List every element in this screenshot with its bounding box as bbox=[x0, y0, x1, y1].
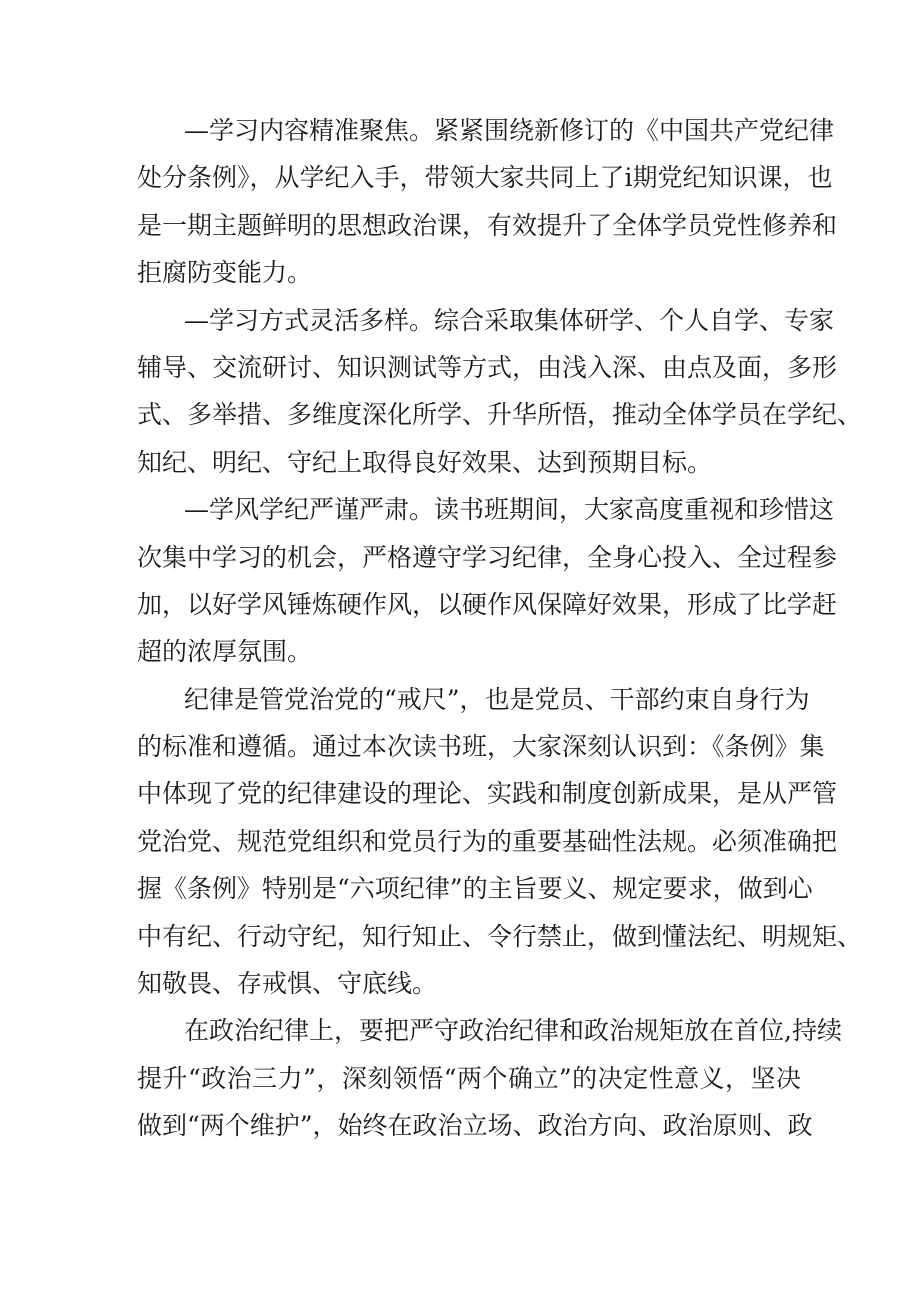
paragraph-2-line-3: 式、多举措、多维度深化所学、升华所悟，推动全体学员在学纪、 bbox=[137, 400, 863, 430]
paragraph-4-line-5: 握《条例》特别是“六项纪律”的主旨要义、规定要求，做到心 bbox=[137, 874, 813, 904]
paragraph-1-line-2: 处分条例》，从学纪入手，带领大家共同上了i期党纪知识课，也 bbox=[137, 163, 833, 193]
paragraph-5-line-3: 做到“两个维护”，始终在政治立场、政治方向、政治原则、政 bbox=[137, 1111, 813, 1141]
paragraph-2-line-4: 知纪、明纪、守纪上取得良好效果、达到预期目标。 bbox=[137, 447, 713, 477]
paragraph-1-line-3: 是一期主题鲜明的思想政治课，有效提升了全体学员党性修养和 bbox=[137, 210, 838, 240]
paragraph-3-line-2: 次集中学习的机会，严格遵守学习纪律，全身心投入、全过程参 bbox=[137, 542, 838, 572]
paragraph-4-line-7: 知敬畏、存戒惧、守底线。 bbox=[137, 969, 438, 999]
document-body bbox=[137, 107, 863, 1150]
paragraph-4-line-2: 的标准和遵循。通过本次读书班，大家深刻认识到：《条例》集 bbox=[137, 732, 825, 762]
paragraph-3-line-3: 加，以好学风锤炼硬作风，以硬作风保障好效果，形成了比学赶 bbox=[137, 589, 838, 619]
paragraph-4-line-1: 纪律是管党治党的“戒尺”，也是党员、干部约束自身行为 bbox=[184, 684, 810, 714]
paragraph-3-line-1: —学风学纪严谨严肃。读书班期间，大家高度重视和珍惜这 bbox=[184, 495, 835, 525]
paragraph-1-line-1: —学习内容精准聚焦。紧紧围绕新修订的《中国共产党纪律 bbox=[184, 116, 835, 145]
paragraph-4-line-4: 党治党、规范党组织和党员行为的重要基础性法规。必须准确把 bbox=[137, 826, 838, 856]
paragraph-4-line-6: 中有纪、行动守纪，知行知止、令行禁止，做到懂法纪、明规矩、 bbox=[137, 921, 863, 951]
paragraph-1-line-4: 拒腐防变能力。 bbox=[137, 258, 313, 288]
paragraph-2-line-1: —学习方式灵活多样。综合采取集体研学、个人自学、专家 bbox=[184, 305, 835, 335]
paragraph-5-line-2: 提升“政治三力”，深刻领悟“两个确立”的决定性意义，坚决 bbox=[137, 1063, 801, 1093]
paragraph-5-line-1: 在政治纪律上，要把严守政治纪律和政治规矩放在首位,持续 bbox=[184, 1016, 842, 1046]
paragraph-2-line-2: 辅导、交流研讨、知识测试等方式，由浅入深、由点及面，多形 bbox=[137, 352, 838, 382]
paragraph-3-line-4: 超的浓厚氛围。 bbox=[137, 637, 313, 667]
paragraph-4-line-3: 中体现了党的纪律建设的理论、实践和制度创新成果，是从严管 bbox=[137, 779, 838, 809]
